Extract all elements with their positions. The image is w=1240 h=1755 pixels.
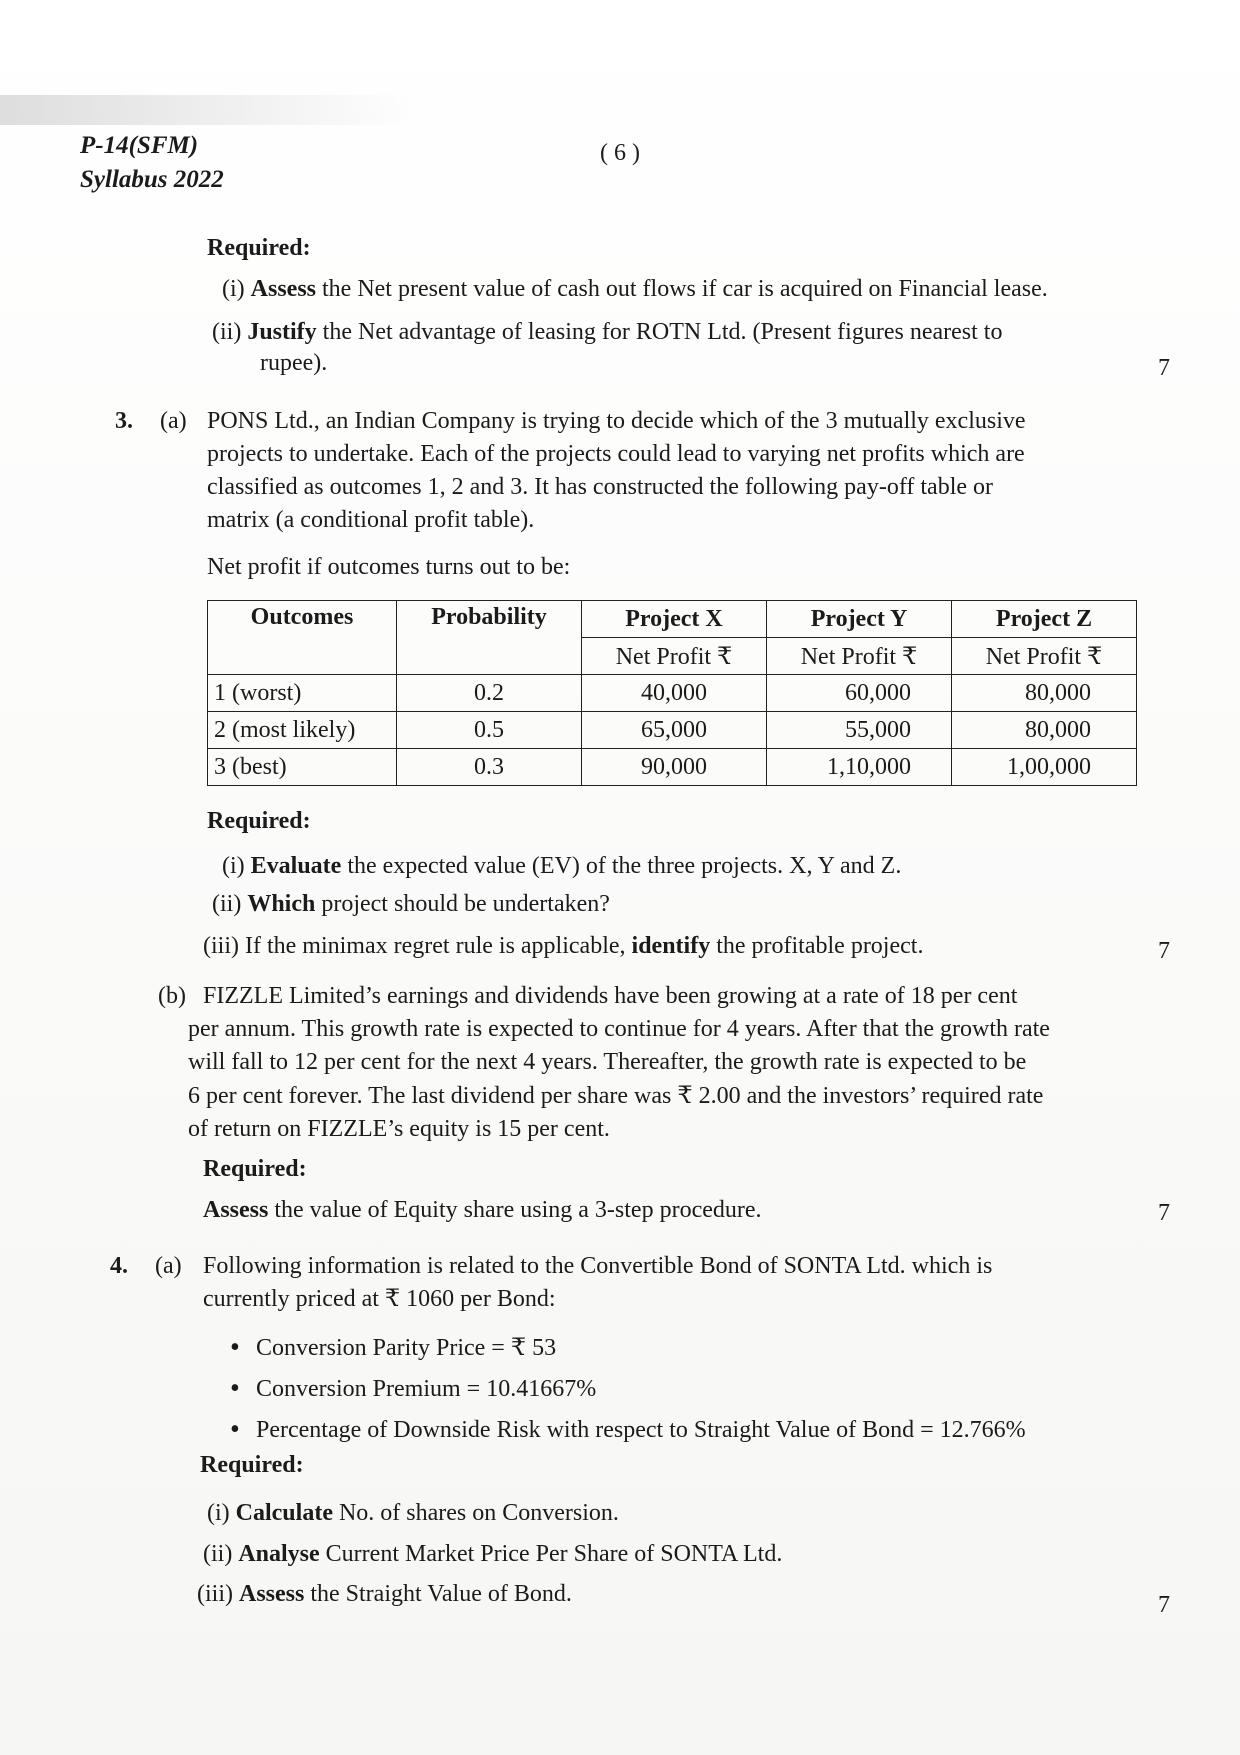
header-project-y: Project Y <box>767 601 952 638</box>
q3b-label: (b) <box>158 983 186 1009</box>
item-number: (ii) <box>212 891 242 917</box>
page-number: ( 6 ) <box>600 140 640 166</box>
cell-probability: 0.2 <box>397 675 582 712</box>
q3b-required-label: Required: <box>203 1156 307 1182</box>
item-text: the Net present value of cash out flows if car is acquired on Financial lease. <box>316 276 1048 302</box>
item-text: project should be undertaken? <box>315 891 610 917</box>
item-number: (iii) <box>197 1581 233 1607</box>
item-verb: identify <box>631 933 711 959</box>
q3b-line-2: per annum. This growth rate is expected to continue for 4 years. After that the growth rate <box>188 1016 1050 1042</box>
q2-required-label: Required: <box>207 235 311 261</box>
cell-project-x: 90,000 <box>582 749 767 786</box>
q4a-bullet-list <box>228 1328 1026 1451</box>
q4a-label: (a) <box>155 1253 182 1279</box>
item-number: (i) <box>222 276 245 302</box>
q3b-task <box>203 1194 762 1227</box>
cell-project-y: 1,10,000 <box>767 749 952 786</box>
q4a-item-i <box>207 1497 619 1530</box>
q3b-line-5: of return on FIZZLE’s equity is 15 per cent. <box>188 1116 610 1142</box>
syllabus-year: Syllabus 2022 <box>80 166 224 193</box>
item-text: No. of shares on Conversion. <box>332 1500 619 1526</box>
item-number: (ii) <box>212 319 242 345</box>
cell-probability: 0.3 <box>397 749 582 786</box>
header-probability: Probability <box>397 601 582 675</box>
item-text-pre: If the minimax regret rule is applicable, <box>245 933 632 959</box>
q3a-marks: 7 <box>1158 938 1170 964</box>
q3-number: 3. <box>115 408 133 434</box>
table-row <box>208 712 1137 749</box>
payoff-table <box>207 600 1137 786</box>
q4a-item-ii <box>203 1538 782 1571</box>
item-text: the profitable project. <box>710 933 924 959</box>
table-row <box>208 675 1137 712</box>
cell-project-y: 55,000 <box>767 712 952 749</box>
cell-project-z: 1,00,000 <box>952 749 1137 786</box>
paper-code: P-14(SFM) <box>80 132 199 159</box>
cell-probability: 0.5 <box>397 712 582 749</box>
q4a-line-2: currently priced at ₹ 1060 per Bond: <box>203 1286 556 1312</box>
bullet-downside-risk: • Percentage of Downside Risk with respect to Straight Value of Bond = 12.766% <box>228 1410 1026 1451</box>
q3b-line-1: FIZZLE Limited’s earnings and dividends have been growing at a rate of 18 per cent <box>203 983 1018 1009</box>
item-verb: Which <box>247 891 316 917</box>
q4a-required-label: Required: <box>200 1452 304 1478</box>
cell-project-x: 40,000 <box>582 675 767 712</box>
subheader-y: Net Profit ₹ <box>767 638 952 675</box>
table-row <box>208 749 1137 786</box>
q3b-line-3: will fall to 12 per cent for the next 4 years. Thereafter, the growth rate is expected to be <box>188 1049 1027 1075</box>
q2-item-i <box>222 273 1048 306</box>
item-number: (ii) <box>203 1541 233 1567</box>
item-verb: Justify <box>247 319 317 345</box>
subheader-z: Net Profit ₹ <box>952 638 1137 675</box>
item-verb: Analyse <box>238 1541 320 1567</box>
q3a-line-1: PONS Ltd., an Indian Company is trying to decide which of the 3 mutually exclusive <box>207 408 1026 434</box>
item-verb: Evaluate <box>250 853 342 879</box>
q3a-item-iii <box>203 930 923 963</box>
q4-number: 4. <box>110 1253 128 1279</box>
q3a-line-4: matrix (a conditional profit table). <box>207 507 535 533</box>
q3b-marks: 7 <box>1158 1200 1170 1226</box>
q4a-marks: 7 <box>1158 1592 1170 1618</box>
cell-outcome: 1 (worst) <box>208 675 397 712</box>
cell-project-z: 80,000 <box>952 712 1137 749</box>
q3a-line-3: classified as outcomes 1, 2 and 3. It has constructed the following pay-off table or <box>207 474 994 500</box>
item-number: (iii) <box>203 933 239 959</box>
item-text: the expected value (EV) of the three projects. X, Y and Z. <box>341 853 902 879</box>
scan-shadow <box>0 95 420 125</box>
q2-marks: 7 <box>1158 355 1170 381</box>
bullet-conversion-parity-price: • Conversion Parity Price = ₹ 53 <box>228 1328 1026 1369</box>
q3a-item-ii <box>212 888 610 921</box>
task-text: the value of Equity share using a 3-step procedure. <box>268 1197 762 1223</box>
bullet-conversion-premium: • Conversion Premium = 10.41667% <box>228 1369 1026 1410</box>
header-project-x: Project X <box>582 601 767 638</box>
q2-item-ii-cont: rupee). <box>260 350 328 376</box>
q4a-item-iii <box>197 1578 572 1611</box>
cell-outcome: 2 (most likely) <box>208 712 397 749</box>
header-project-z: Project Z <box>952 601 1137 638</box>
item-text: Current Market Price Per Share of SONTA Ltd. <box>319 1541 783 1567</box>
item-verb: Calculate <box>235 1500 333 1526</box>
cell-project-z: 80,000 <box>952 675 1137 712</box>
table-header-row <box>208 601 1137 638</box>
cell-project-x: 65,000 <box>582 712 767 749</box>
q3a-item-i <box>222 850 901 883</box>
q3a-line-2: projects to undertake. Each of the projects could lead to varying net profits which are <box>207 441 1025 467</box>
task-verb: Assess <box>203 1197 269 1223</box>
q3b-line-4: 6 per cent forever. The last dividend per share was ₹ 2.00 and the investors’ required rate <box>188 1083 1044 1109</box>
item-text: the Straight Value of Bond. <box>304 1581 572 1607</box>
item-text: the Net advantage of leasing for ROTN Ltd. (Present figures nearest to <box>316 319 1003 345</box>
table-intro: Net profit if outcomes turns out to be: <box>207 554 571 580</box>
cell-project-y: 60,000 <box>767 675 952 712</box>
item-verb: Assess <box>250 276 316 302</box>
cell-outcome: 3 (best) <box>208 749 397 786</box>
q3a-label: (a) <box>160 408 187 434</box>
item-number: (i) <box>207 1500 230 1526</box>
item-verb: Assess <box>239 1581 305 1607</box>
item-number: (i) <box>222 853 245 879</box>
subheader-x: Net Profit ₹ <box>582 638 767 675</box>
header-outcomes: Outcomes <box>208 601 397 675</box>
q4a-line-1: Following information is related to the Convertible Bond of SONTA Ltd. which is <box>203 1253 993 1279</box>
q3a-required-label: Required: <box>207 808 311 834</box>
q2-item-ii <box>212 316 1002 349</box>
